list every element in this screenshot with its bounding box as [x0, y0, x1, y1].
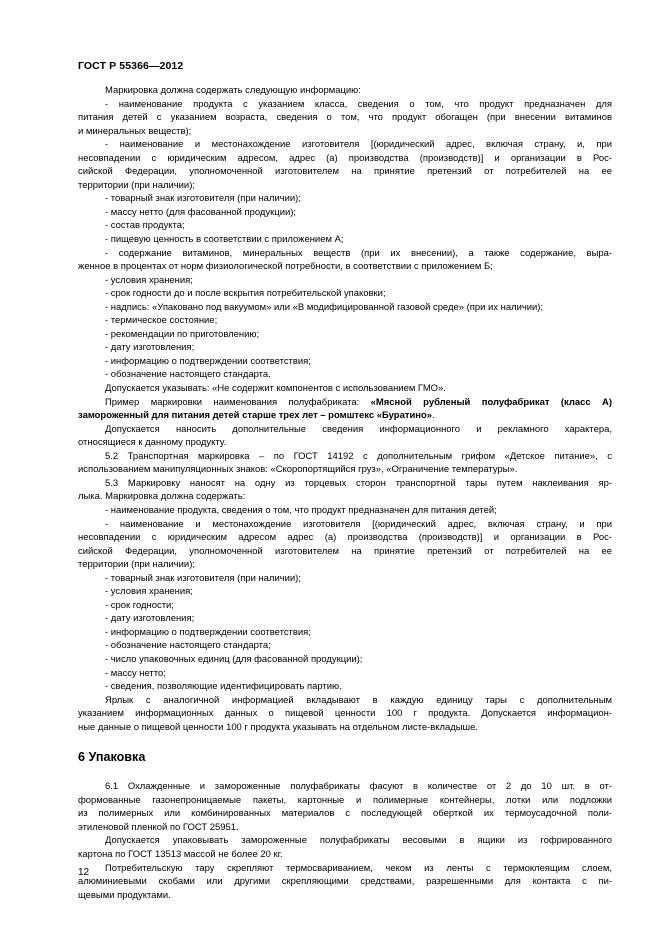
- list-item: - информацию о подтверждении соответствия;: [105, 355, 311, 367]
- paragraph-line: указанием информационных данных о пищевой ценности 100 г продукта. Допускается информацион-: [78, 708, 612, 720]
- paragraph-line: несовпадении с юридическим адресом адрес (а) производства (производств)] и организации в Рос-: [78, 532, 612, 544]
- example-prefix: Пример маркировки наименования полуфабриката:: [105, 396, 371, 408]
- page-number: 12: [78, 867, 90, 878]
- paragraph-line: формованные газонепроницаемые пакеты, картонные и полимерные контейнеры, лотки или подложки: [78, 794, 612, 806]
- paragraph-line: картона по ГОСТ 13513 массой не более 20 кг.: [78, 848, 283, 860]
- paragraph-line: и минеральных веществ);: [78, 125, 192, 137]
- paragraph-line: Ярлык с аналогичной информацией вкладывают в каждую единицу тары с дополнительным: [105, 694, 612, 706]
- list-item: - рекомендации по приготовлению;: [105, 328, 260, 340]
- list-item: - обозначение настоящего стандарта;: [105, 640, 271, 652]
- paragraph-line: - содержание витаминов, минеральных веществ (при их внесении), а также содержание, выра-: [105, 247, 612, 259]
- paragraph-line: алюминиевыми скобами или другими скрепляющими средствами, разрешенными для контакта с пи-: [78, 876, 612, 888]
- list-item: - термическое состояние;: [105, 315, 218, 327]
- list-item: - товарный знак изготовителя (при наличии);: [105, 572, 301, 584]
- example-line: [78, 409, 612, 423]
- paragraph-line: территории (при наличии);: [78, 559, 195, 571]
- paragraph-line: несовпадении с юридическим адресом, адрес (а) производства (производств)] и организации в Рос-: [78, 152, 612, 164]
- example-product-name: «Мясной рубленый полуфабрикат (класс А): [370, 396, 612, 408]
- list-item: - информацию о подтверждении соответствия;: [105, 626, 311, 638]
- paragraph-line: питания детей с указанием возраста, сведения о том, что продукт обогащен (при внесении витаминов: [78, 112, 612, 124]
- paragraph-line: из полимерных или комбинированных материалов с последующей оберткой их термоусадочной поли-: [78, 808, 612, 820]
- example-end: .: [431, 410, 435, 422]
- paragraph-line: Допускается указывать: «Не содержит компонентов с использованием ГМО».: [105, 383, 446, 395]
- paragraph-line: - наименование и местонахождение изготовителя [(юридический адрес, включая страну, и при: [105, 518, 612, 530]
- paragraph-line: ные данные о пищевой ценности 100 г продукта указывать на отдельном листе-вкладыше.: [78, 721, 478, 733]
- list-item: - пищевую ценность в соответствии с приложением А;: [105, 234, 344, 246]
- paragraph-line: женное в процентах от норм физиологической потребности, в соответствии с приложением Б;: [78, 261, 493, 273]
- list-item: - наименование продукта, сведения о том, что продукт предназначен для питания детей;: [105, 504, 497, 516]
- example-product-name-cont: замороженный для питания детей старше трех лет – ромштекс «Буратино»: [78, 410, 432, 422]
- example-line: [78, 396, 612, 410]
- paragraph-line: сийской Федерации, уполномоченной изготовителем на принятие претензий от потребителей на ее: [78, 166, 612, 178]
- list-item: - сведения, позволяющие идентифицировать партию.: [105, 681, 342, 693]
- paragraph-line: сийской Федерации, уполномоченной изготовителем на принятие претензий от потребителей на ее: [78, 545, 612, 557]
- list-item: - дату изготовления;: [105, 613, 195, 625]
- paragraph-line: щевыми продуктами.: [78, 889, 171, 901]
- list-item: - срок годности;: [105, 599, 174, 611]
- paragraph-line: Допускается наносить дополнительные сведения информационного и рекламного характера,: [105, 423, 612, 435]
- list-item: - массу нетто;: [105, 667, 166, 679]
- paragraph-line: Допускается упаковывать замороженные полуфабрикаты весовыми в ящики из гофрированного: [105, 835, 612, 847]
- list-item: - товарный знак изготовителя (при наличии);: [105, 193, 301, 205]
- paragraph-line: - наименование продукта с указанием класса, сведения о том, что продукт предназначен для: [105, 98, 612, 110]
- document-header: ГОСТ Р 55366—2012: [78, 60, 184, 72]
- paragraph-line: лыка. Маркировка должна содержать:: [78, 491, 246, 503]
- list-item: - срок годности до и после вскрытия потребительской упаковки;: [105, 288, 386, 300]
- section-heading: 6 Упаковка: [78, 750, 146, 765]
- paragraph-line: относящиеся к данному продукту.: [78, 437, 227, 449]
- paragraph-line: Маркировка должна содержать следующую информацию:: [105, 85, 361, 96]
- list-item: - число упаковочных единиц (для фасованной продукции);: [105, 653, 363, 665]
- list-item: - надпись: «Упаковано под вакуумом» или «В модифицированной газовой среде» (при их наличии);: [105, 301, 544, 313]
- list-item: - массу нетто (для фасованной продукции);: [105, 206, 297, 218]
- paragraph-line: - наименование и местонахождение изготовителя [(юридический адрес, включая страну, и, при: [105, 139, 612, 151]
- paragraph-line: 6.1 Охлажденные и замороженные полуфабрикаты фасуют в количестве от 2 до 10 шт. в от-: [105, 781, 612, 793]
- document-body: [78, 84, 612, 902]
- paragraph-line: 5.2 Транспортная маркировка – по ГОСТ 14192 с дополнительным грифом «Детское питание», с: [105, 450, 612, 462]
- paragraph-line: использованием манипуляционных знаков: «Скоропортящийся груз», «Ограничение температуры».: [78, 464, 518, 476]
- list-item: - обозначение настоящего стандарта.: [105, 369, 271, 381]
- paragraph-line: 5.3 Маркировку наносят на одну из торцевых сторон транспортной тары путем наклеивания яр-: [105, 477, 612, 489]
- paragraph-line: этиленовой пленкой по ГОСТ 25951.: [78, 821, 239, 833]
- list-item: - состав продукта;: [105, 220, 185, 232]
- list-item: - условия хранения;: [105, 586, 193, 598]
- list-item: - дату изготовления;: [105, 342, 195, 354]
- paragraph-line: Потребительскую тару скрепляют термосвариванием, чеком из ленты с термоклеящим слоем,: [105, 862, 612, 874]
- list-item: - условия хранения;: [105, 274, 193, 286]
- paragraph-line: территории (при наличии);: [78, 179, 195, 191]
